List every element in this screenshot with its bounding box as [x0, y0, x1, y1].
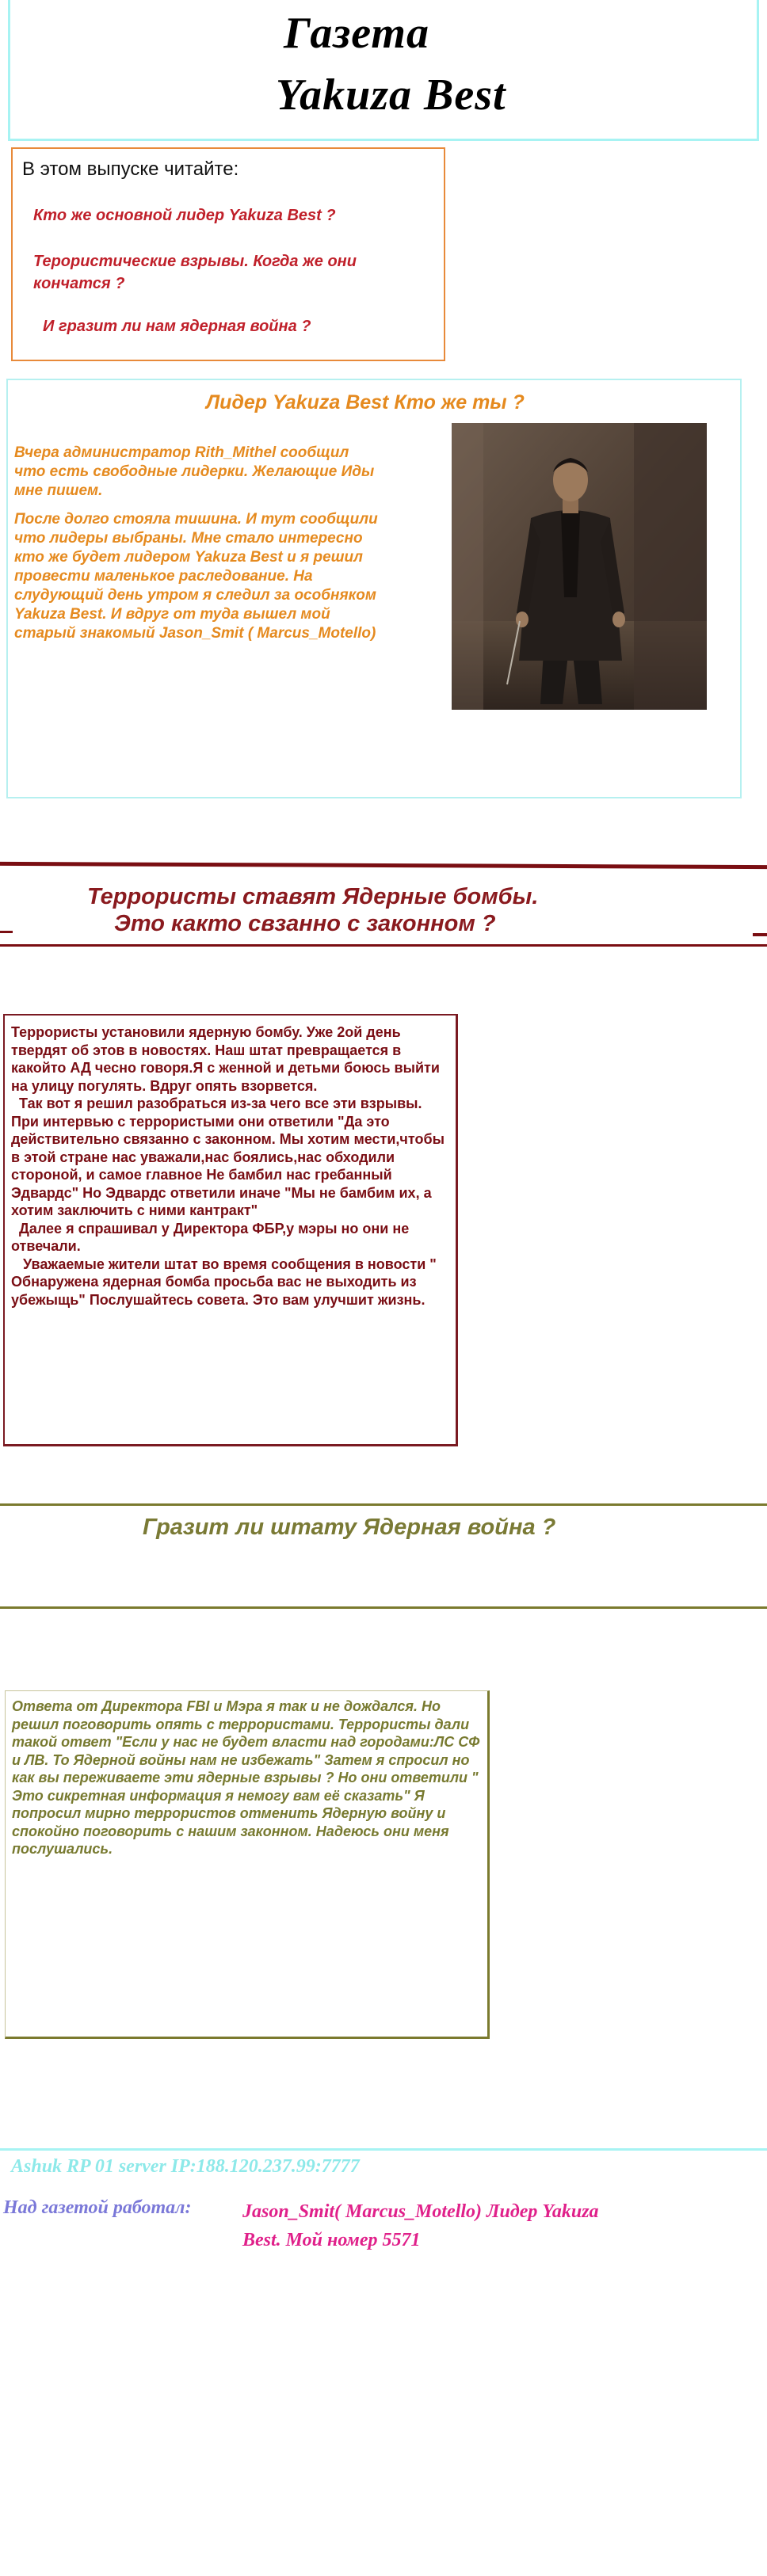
article-nuclear-war-headline: Гразит ли штату Ядерная война ?	[143, 1515, 556, 1540]
article-leader-paragraph: Вчера администратор Rith_Mithel сообщил что есть свободные лидерки. Желающие Иды мне пишем.	[14, 444, 375, 499]
contents-item-nuclear-war: И гразит ли нам ядерная война ?	[43, 318, 311, 335]
article-leader-title: Лидер Yakuza Best Кто же ты ?	[206, 391, 525, 413]
contents-box	[11, 147, 445, 361]
contents-item-leader: Кто же основной лидер Yakuza Best ?	[33, 207, 336, 224]
article-terrorists	[3, 1014, 458, 1446]
section-divider	[0, 1503, 767, 1506]
article-nuclear-war	[5, 1690, 490, 2039]
contents-heading: В этом выпуске читайте:	[22, 158, 239, 180]
credits-value: Jason_Smit( Marcus_Motello) Лидер Yakuza Best. Мой номер 5571	[242, 2201, 599, 2250]
section-divider	[0, 944, 767, 947]
section-divider	[0, 931, 13, 933]
article-terrorists-headline-line1: Террористы ставят Ядерные бомбы.	[87, 884, 539, 909]
article-leader-paragraph: После долго стояла тишина. И тут сообщили что лидеры выбраны. Мне стало интересно кто же будет лидером Yakuza Best и я решил провести маленькое раследование. На слудующий день утром я следил за особняком Yakuza Best. И вдруг от туда вышел мой старый знакомый Jason_Smit ( Marcus_Motello)	[14, 511, 378, 642]
credits-label: Над газетой работал:	[3, 2197, 192, 2218]
footer-divider	[0, 2148, 767, 2151]
man-in-dark-coat-photo	[452, 423, 707, 710]
section-divider	[753, 933, 767, 936]
article-leader	[6, 379, 742, 798]
section-divider	[0, 1606, 767, 1609]
article-nuclear-war-body: Ответа от Директора FBI и Мэра я так и не дождался. Но решил поговорить опять с террористами. Террористы дали такой ответ "Если у нас не будет власти над городами:ЛС СФ и ЛВ. То Ядерной войны нам не избежать" Затем я спросил но как вы переживаете эти ядерные взрывы ? Но они ответили " Это сикретная информация я немогу вам её сказать" Я попросил мирно террористов отменить Ядерную войну и спокойно поговорить с нашим законном. Надеюсь они меня послушались.	[12, 1698, 480, 1857]
contents-item-explosions: Терористические взрывы. Когда же они кончатся ?	[33, 253, 357, 292]
article-terrorists-body: Террористы установили ядерную бомбу. Уже 2ой день твердят об этов в новостях. Наш штат превращается в какойто АД чесно говоря.Я с женной и детьми боюсь выйти на улицу погулять. Вдруг опять взорвется. Так вот я решил разобраться из-за чего все эти взрывы. При интервью с террористыми они ответили "Да это действительно связанно с законном. Мы хотим мести,чтобы в этой стране нас уважали,нас боялись,нас обходили стороной, и самое главное Не бамбил нас гребанный Эдвардс" Но Эдвардс ответили иначе "Мы не бамбим их, а хотим заключить с ними кантракт" Далее я спрашивал у Директора ФБР,у мэры но они не отвечали. Уважаемые жители штат во время сообщения в новости " Обнаружена ядерная бомба просьба вас не выходить из убежыщь" Послушайтесь совета. Это вам улучшит жизнь.	[11, 1024, 445, 1308]
newspaper-title-line2: Yakuza Best	[276, 70, 506, 120]
newspaper-header	[8, 0, 759, 141]
server-info: Ashuk RP 01 server IP:188.120.237.99:7777	[11, 2156, 360, 2177]
article-leader-body	[14, 444, 379, 653]
newspaper-title-line1: Газета	[284, 9, 429, 58]
article-terrorists-headline-line2: Это както свзанно с законном ?	[114, 911, 496, 936]
section-divider	[0, 862, 767, 869]
